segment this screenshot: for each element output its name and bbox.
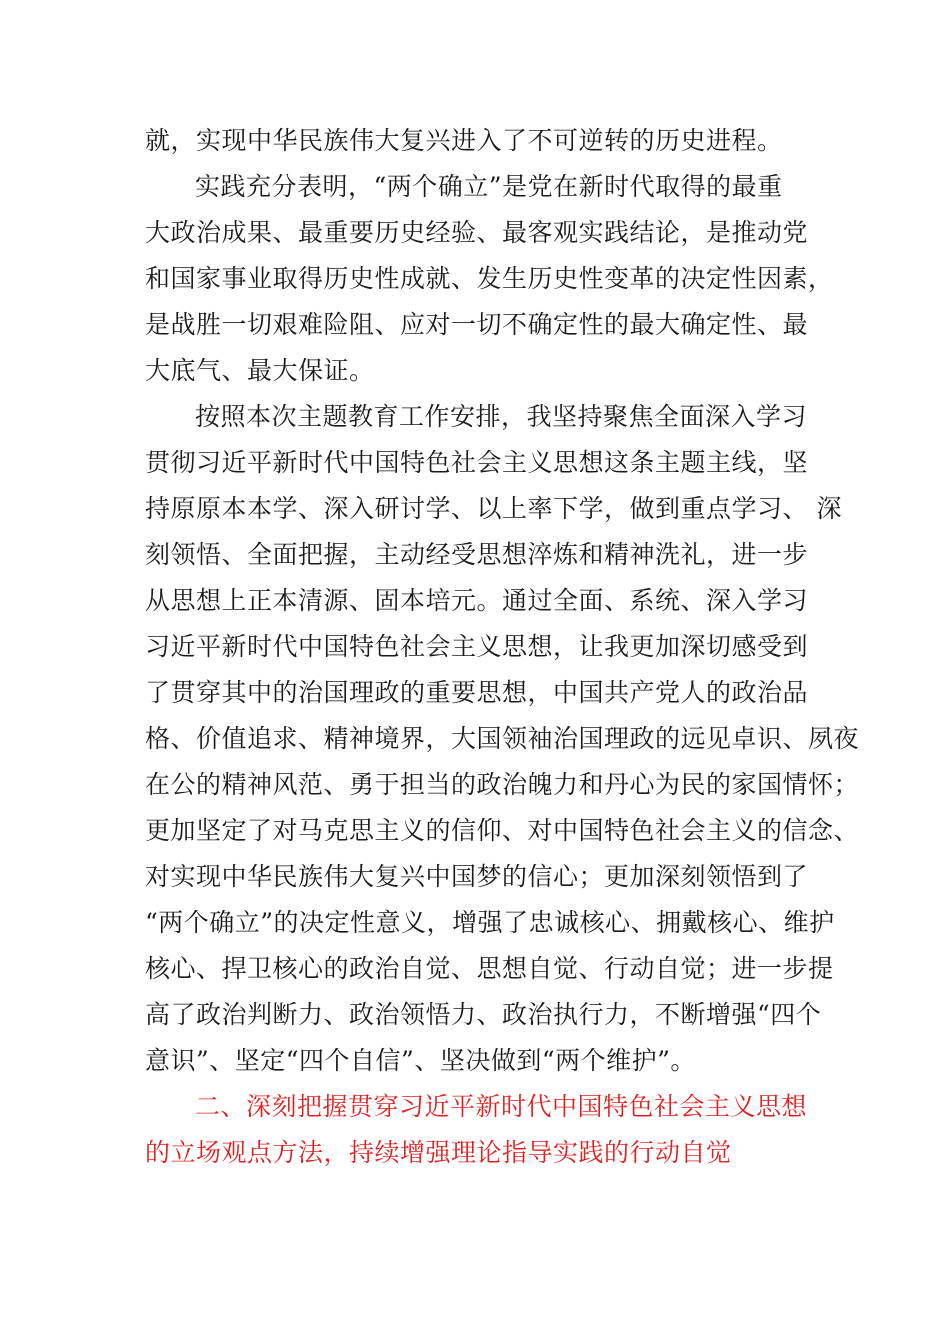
document-body — [145, 118, 860, 1176]
body-paragraph — [145, 394, 860, 1084]
text-line: 对实现中华民族伟大复兴中国梦的信心；更加深刻领悟到了 — [145, 862, 809, 891]
section-heading — [145, 1084, 835, 1176]
text-line: 贯彻习近平新时代中国特色社会主义思想这条主题主线，坚 — [145, 448, 809, 477]
text-line: 习近平新时代中国特色社会主义思想，让我更加深切感受到 — [145, 632, 809, 661]
body-paragraph — [145, 164, 835, 394]
text-line: 格、价值追求、精神境界，大国领袖治国理政的远见卓识、夙夜 — [145, 724, 860, 753]
text-line: 就，实现中华民族伟大复兴进入了不可逆转的历史进程。 — [145, 126, 783, 155]
text-line: 实践充分表明，“两个确立”是党在新时代取得的最重 — [195, 172, 783, 201]
text-line: 大底气、最大保证。 — [145, 356, 375, 385]
text-line: 高了政治判断力、政治领悟力、政治执行力，不断增强“四个 — [145, 1000, 822, 1029]
heading-line: 二、深刻把握贯穿习近平新时代中国特色社会主义思想 — [195, 1092, 808, 1121]
text-line: 从思想上正本清源、固本培元。通过全面、系统、深入学习 — [145, 586, 809, 615]
text-line: “两个确立”的决定性意义，增强了忠诚核心、拥戴核心、维护 — [145, 908, 835, 937]
text-line: 持原原本本学、深入研讨学、以上率下学，做到重点学习、 深 — [145, 494, 842, 523]
text-line: 刻领悟、全面把握，主动经受思想淬炼和精神洗礼，进一步 — [145, 540, 809, 569]
text-line: 和国家事业取得历史性成就、发生历史性变革的决定性因素， — [145, 264, 834, 293]
text-line: 了贯穿其中的治国理政的重要思想，中国共产党人的政治品 — [145, 678, 809, 707]
text-line: 意识”、坚定“四个自信”、坚决做到“两个维护”。 — [145, 1046, 696, 1075]
heading-line: 的立场观点方法，持续增强理论指导实践的行动自觉 — [145, 1138, 732, 1167]
text-line: 是战胜一切艰难险阻、应对一切不确定性的最大确定性、最 — [145, 310, 809, 339]
text-line: 大政治成果、最重要历史经验、最客观实践结论，是推动党 — [145, 218, 809, 247]
text-line: 在公的精神风范、勇于担当的政治魄力和丹心为民的家国情怀； — [145, 770, 860, 799]
text-line: 更加坚定了对马克思主义的信仰、对中国特色社会主义的信念、 — [145, 816, 860, 845]
text-line: 按照本次主题教育工作安排，我坚持聚焦全面深入学习 — [195, 402, 808, 431]
text-line: 核心、捍卫核心的政治自觉、思想自觉、行动自觉；进一步提 — [145, 954, 834, 983]
body-paragraph — [145, 118, 835, 164]
